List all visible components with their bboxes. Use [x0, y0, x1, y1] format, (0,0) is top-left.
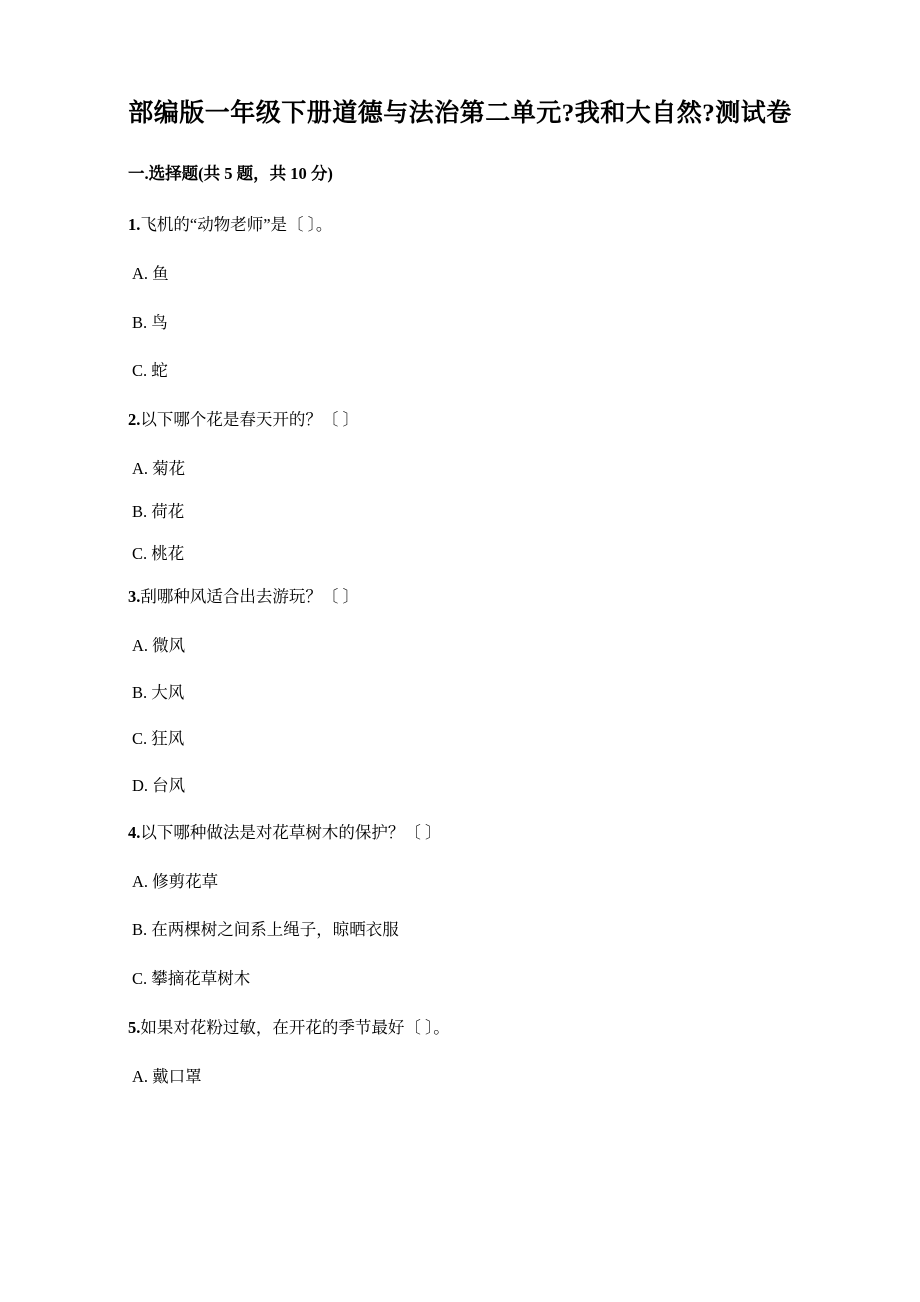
question-block [128, 585, 792, 799]
option-item: A. 鱼 [132, 263, 169, 283]
page-title: 部编版一年级下册道德与法治第二单元?我和大自然?测试卷 [128, 100, 792, 127]
question-text [128, 408, 792, 433]
option-item: B. 在两棵树之间系上绳子，晾晒衣服 [132, 920, 399, 940]
question-text [128, 821, 792, 846]
question-text [128, 585, 792, 610]
question-block [128, 821, 792, 992]
question-body: 以下哪种做法是对花草树木的保护？〔 〕 [140, 822, 442, 842]
question-number: 4. [128, 822, 141, 842]
question-number: 3. [128, 587, 141, 606]
question-number: 1. [128, 215, 141, 234]
option-item: C. 狂风 [132, 729, 185, 749]
question-text [128, 213, 792, 238]
option-item: B. 鸟 [132, 312, 168, 332]
option-item: A. 菊花 [132, 458, 186, 478]
question-body: 刮哪种风适合出去游玩？〔 〕 [140, 587, 359, 606]
question-body: 如果对花粉过敏，在开花的季节最好〔 〕。 [140, 1017, 450, 1037]
option-item: A. 修剪花草 [132, 871, 219, 891]
option-item: A. 微风 [132, 635, 186, 655]
question-block [128, 408, 792, 567]
section-heading: 一.选择题(共 5 题，共 10 分) [128, 164, 333, 184]
question-text [128, 1016, 792, 1041]
option-item: C. 蛇 [132, 361, 168, 381]
question-body: 以下哪个花是春天开的？〔 〕 [140, 410, 359, 429]
question-block [128, 213, 792, 384]
option-item: B. 大风 [132, 682, 185, 702]
option-item: C. 攀摘花草树木 [132, 969, 251, 988]
option-item: D. 台风 [132, 776, 186, 795]
question-number: 5. [128, 1017, 141, 1037]
question-body: 飞机的“动物老师”是〔 〕。 [140, 215, 333, 234]
question-block [128, 1016, 792, 1090]
option-item: C. 桃花 [132, 544, 185, 564]
option-item: B. 荷花 [132, 501, 185, 521]
question-number: 2. [128, 410, 141, 429]
option-item: A. 戴口罩 [132, 1066, 202, 1086]
